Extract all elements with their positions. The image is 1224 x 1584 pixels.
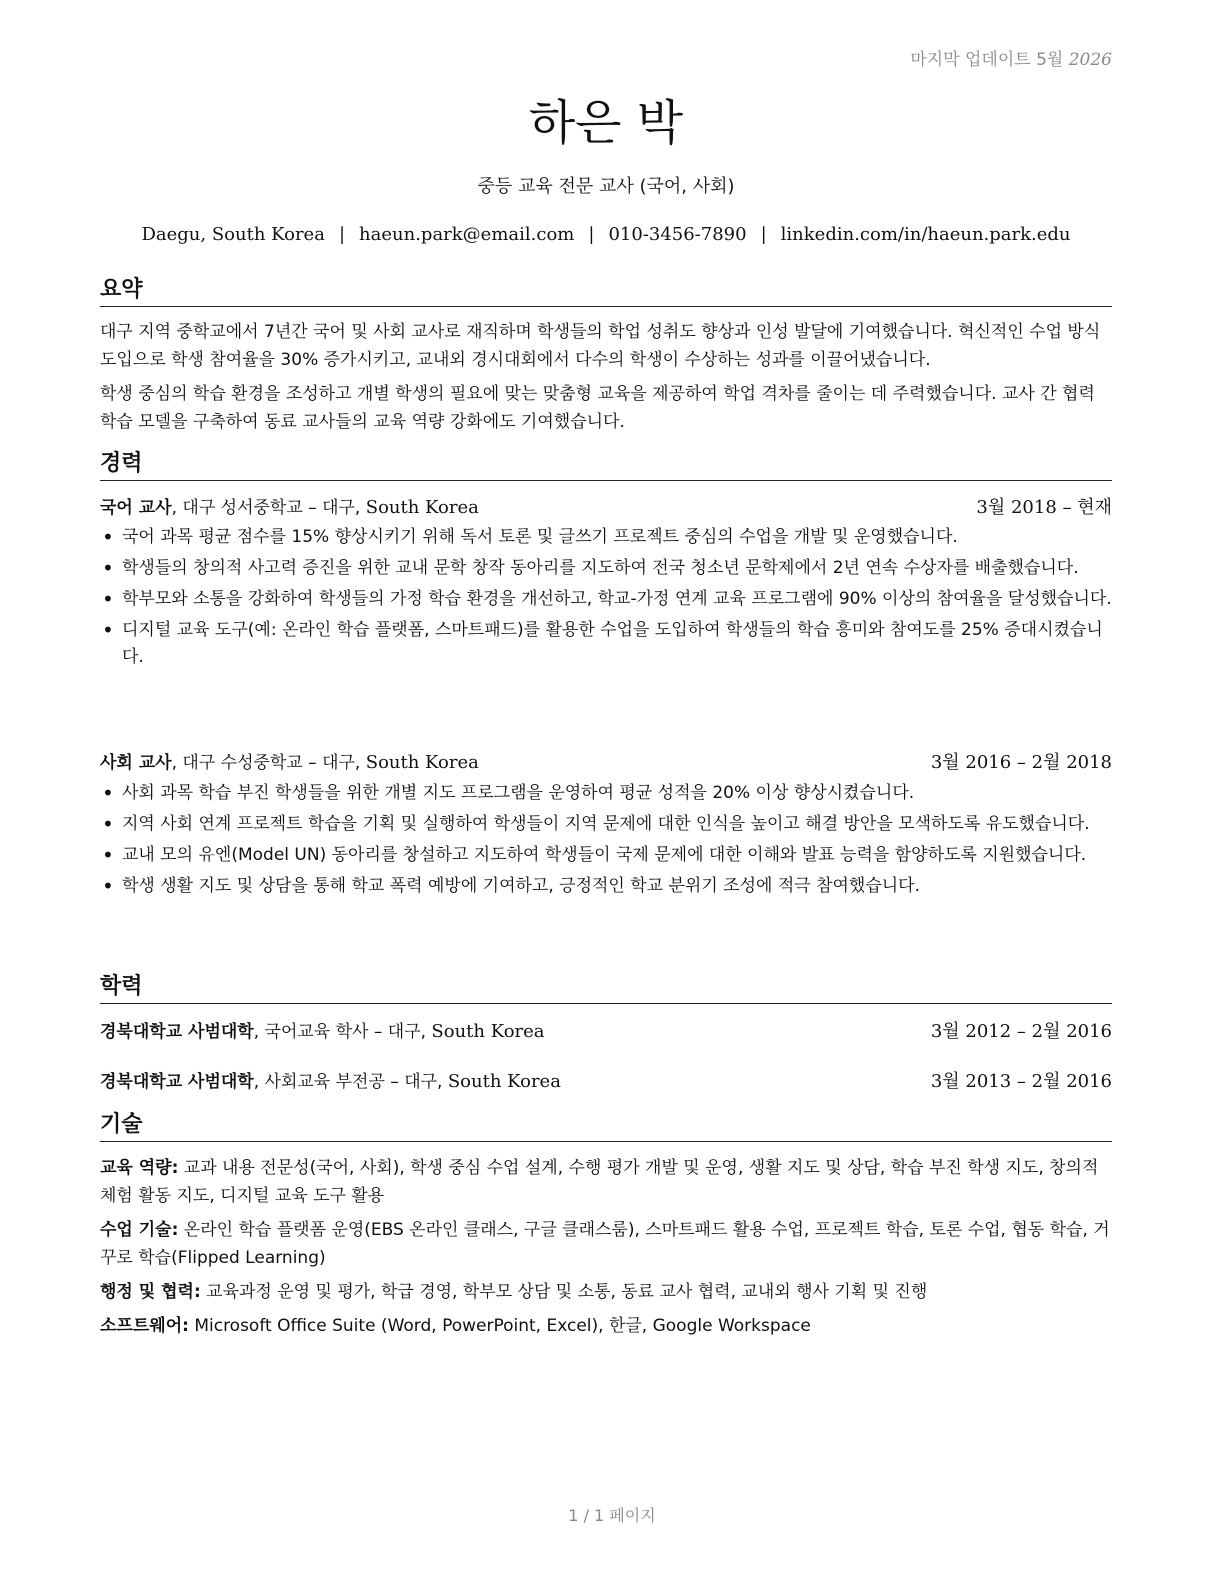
last-updated	[910, 45, 1112, 70]
job-bullet: • 국어 과목 평균 점수를 15% 향상시키기 위해 독서 토론 및 글쓰기 프로젝트 중심의 수업을 개발 및 운영했습니다.	[100, 524, 1112, 551]
education-school: 경북대학교 사범대학	[100, 1022, 254, 1042]
skill-item	[100, 1216, 1112, 1272]
skill-text: Microsoft Office Suite (Word, PowerPoint, Excel), 한글, Google Workspace	[188, 1316, 811, 1336]
job-bullets	[100, 524, 1112, 675]
job-dates: 3월 2018 – 현재	[976, 497, 1112, 518]
contact-email[interactable]: haeun.park@email.com	[359, 224, 575, 245]
skill-label: 교육 역량:	[100, 1158, 179, 1178]
candidate-name: 하은 박	[528, 95, 684, 151]
last-updated-year: 2026	[1068, 50, 1112, 70]
job-role: 사회 교사	[100, 753, 172, 773]
job-bullet: • 사회 과목 학습 부진 학생들을 위한 개별 지도 프로그램을 운영하여 평균 성적을 20% 이상 향상시켰습니다.	[100, 780, 1112, 807]
education-dates: 3월 2013 – 2월 2016	[930, 1071, 1112, 1092]
skill-label: 소프트웨어:	[100, 1316, 189, 1336]
job-header	[100, 749, 1112, 777]
education-dates: 3월 2012 – 2월 2016	[930, 1021, 1112, 1042]
contact-separator: |	[760, 224, 767, 245]
page-number: 1 / 1 페이지	[568, 1506, 656, 1525]
skill-item	[100, 1154, 1112, 1210]
section-title-education: 학력	[100, 973, 1112, 1004]
contact-phone: 010-3456-7890	[608, 224, 747, 245]
skill-item	[100, 1278, 1112, 1306]
skill-item	[100, 1312, 1112, 1340]
last-updated-month: 5월	[1036, 50, 1064, 70]
contact-separator: |	[338, 224, 346, 245]
summary-paragraph: 학생 중심의 학습 환경을 조성하고 개별 학생의 필요에 맞는 맞춤형 교육을 제공하여 학업 격차를 줄이는 데 주력했습니다. 교사 간 협력 학습 모델을 구축하여 동료 교사들의 교육 역량 강화에도 기여했습니다.	[100, 384, 1095, 432]
job-bullet: • 학부모와 소통을 강화하여 학생들의 가정 학습 환경을 개선하고, 학교-가정 연계 교육 프로그램에 90% 이상의 참여율을 달성했습니다.	[100, 586, 1112, 613]
section-title-skills: 기술	[100, 1111, 1112, 1142]
last-updated-label: 마지막 업데이트	[910, 50, 1031, 70]
job-bullets	[100, 780, 1112, 904]
education-detail: , 국어교육 학사 – 대구,	[253, 1022, 432, 1042]
job-dates: 3월 2016 – 2월 2018	[930, 752, 1112, 773]
education-school: 경북대학교 사범대학	[100, 1072, 254, 1092]
education-country: South Korea	[447, 1071, 561, 1092]
education-detail: , 사회교육 부전공 – 대구,	[253, 1072, 448, 1092]
job-role: 국어 교사	[100, 498, 172, 518]
skill-text: 온라인 학습 플랫폼 운영(EBS 온라인 클래스, 구글 클래스룸), 스마트패드 활용 수업, 프로젝트 학습, 토론 수업, 협동 학습, 거꾸로 학습(Flipped Learning)	[100, 1220, 1110, 1268]
skill-label: 수업 기술:	[100, 1220, 179, 1240]
job-bullet: • 디지털 교육 도구(예: 온라인 학습 플랫폼, 스마트패드)를 활용한 수업을 도입하여 학생들의 학습 흥미와 참여도를 25% 증대시켰습니다.	[100, 617, 1112, 671]
section-title-experience: 경력	[100, 450, 1112, 481]
contact-linkedin[interactable]: linkedin.com/in/haeun.park.edu	[780, 224, 1071, 245]
job-bullet: • 지역 사회 연계 프로젝트 학습을 기획 및 실행하여 학생들이 지역 문제에 대한 인식을 높이고 해결 방안을 모색하도록 유도했습니다.	[100, 811, 1112, 838]
contact-separator: |	[588, 224, 595, 245]
job-country: South Korea	[365, 752, 479, 773]
section-title-summary: 요약	[100, 276, 1112, 307]
education-item	[100, 1068, 1112, 1096]
skill-label: 행정 및 협력:	[100, 1282, 201, 1302]
skill-text: 교육과정 운영 및 평가, 학급 경영, 학부모 상담 및 소통, 동료 교사 협력, 교내외 행사 기획 및 진행	[200, 1282, 928, 1302]
job-organization: , 대구 성서중학교 – 대구,	[171, 498, 366, 518]
education-item	[100, 1018, 1112, 1046]
job-organization: , 대구 수성중학교 – 대구,	[171, 753, 366, 773]
summary-paragraph: 대구 지역 중학교에서 7년간 국어 및 사회 교사로 재직하며 학생들의 학업 성취도 향상과 인성 발달에 기여했습니다. 혁신적인 수업 방식 도입으로 학생 참여율을 30% 증가시키고, 교내외 경시대회에서 다수의 학생이 수상하는 성과를 이끌어냈습니다.	[100, 322, 1101, 370]
job-bullet: • 학생들의 창의적 사고력 증진을 위한 교내 문학 창작 동아리를 지도하여 전국 청소년 문학제에서 2년 연속 수상자를 배출했습니다.	[100, 555, 1112, 582]
candidate-subtitle: 중등 교육 전문 교사 (국어, 사회)	[477, 176, 735, 197]
skill-text: 교과 내용 전문성(국어, 사회), 학생 중심 수업 설계, 수행 평가 개발 및 운영, 생활 지도 및 상담, 학습 부진 학생 지도, 창의적 체험 활동 지도, 디지털 교육 도구 활용	[100, 1158, 1099, 1206]
job-bullet: • 교내 모의 유엔(Model UN) 동아리를 창설하고 지도하여 학생들이 국제 문제에 대한 이해와 발표 능력을 함양하도록 지원했습니다.	[100, 842, 1112, 869]
education-country: South Korea	[431, 1021, 545, 1042]
contact-line	[100, 224, 1112, 245]
job-bullet: • 학생 생활 지도 및 상담을 통해 학교 폭력 예방에 기여하고, 긍정적인 학교 분위기 조성에 적극 참여했습니다.	[100, 873, 1112, 900]
job-header	[100, 494, 1112, 522]
job-country: South Korea	[365, 497, 479, 518]
contact-location: Daegu, South Korea	[141, 224, 325, 245]
